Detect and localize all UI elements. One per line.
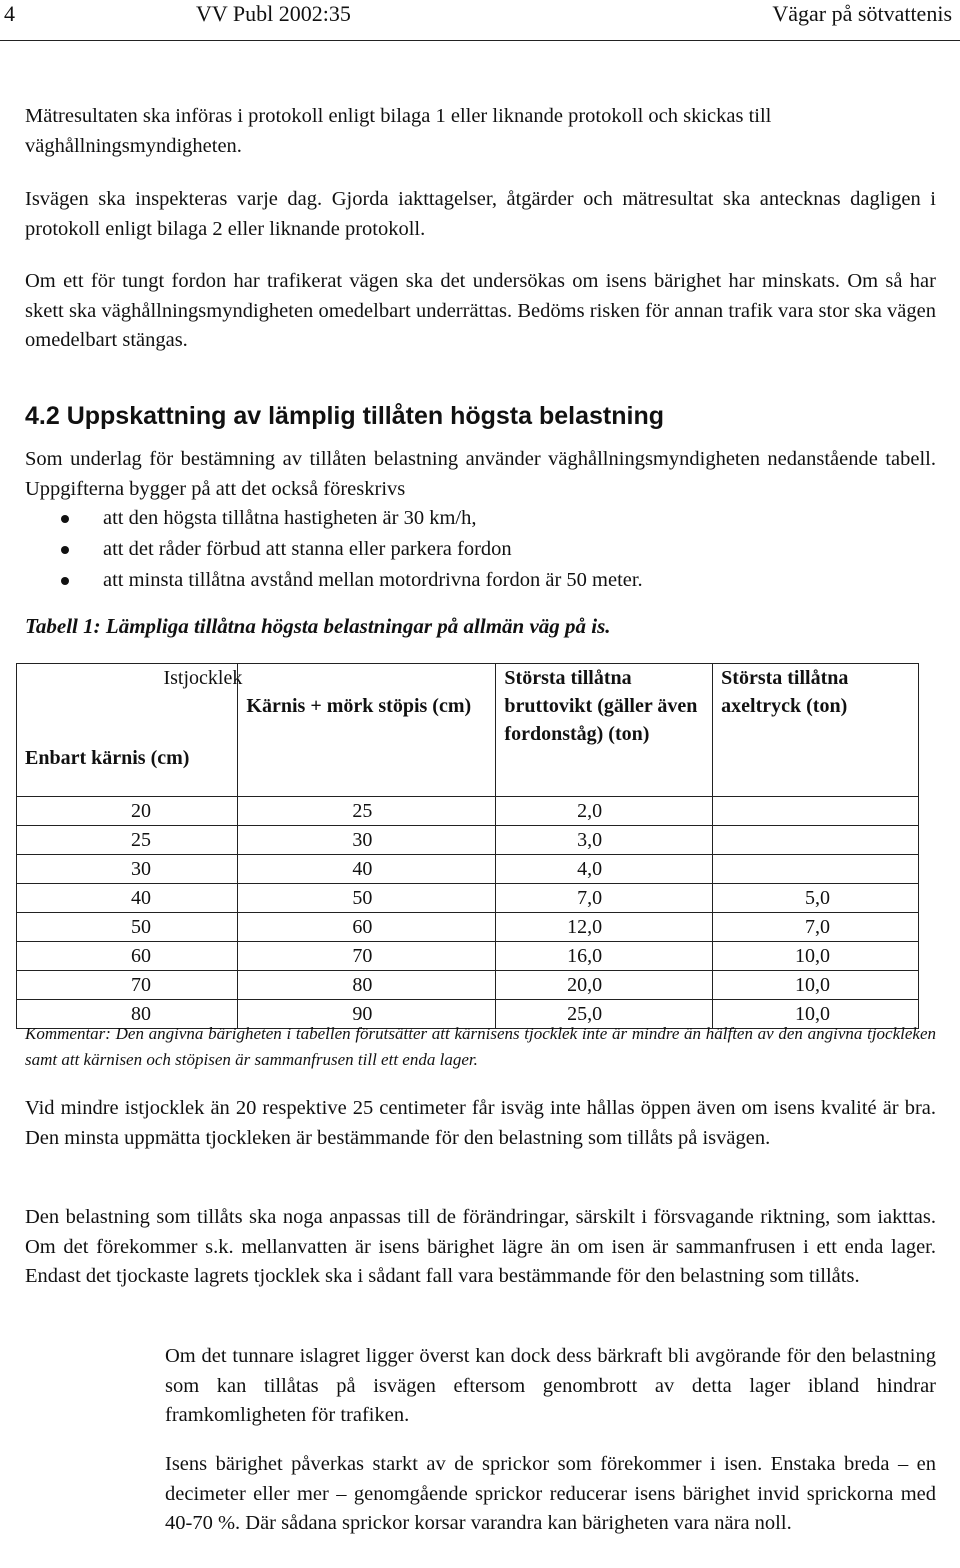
cell-axeltryck: 10,0 bbox=[713, 971, 919, 1000]
paragraph-daily-inspection: Isvägen ska inspekteras varje dag. Gjorda iakttagelser, åtgärder och mätresultat ska antecknas dagligen i protokoll enligt bilaga 2 eller liknande protokoll. bbox=[25, 188, 936, 240]
cell-bruttovikt: 25,0 bbox=[496, 1000, 713, 1029]
document-title: Vägar på sötvattenis bbox=[772, 1, 952, 26]
cell-enbart-karnis: 40 bbox=[17, 884, 238, 913]
bullet-icon bbox=[61, 577, 69, 585]
table-comment: Kommentar: Den angivna bärigheten i tabellen förutsätter att kärnisens tjocklek inte är mindre än hälften av den angivna tjockleken samt att kärnisen och stöpisen är sammanfrusen till ett enda lager. bbox=[25, 1024, 936, 1069]
page-number: 4 bbox=[4, 1, 15, 26]
paragraph-load-adjustment: Den belastning som tillåts ska noga anpassas till de förändringar, särskilt i försvagande riktning, som iakttas. Om det förekommer s.k. mellanvatten är isens bärighet lägre än om isen är sammanfrusen i ett enda lager. Endast det tjockaste lagrets tjocklek ska i sådant fall vara bestämmande för den belastning som tillåts. bbox=[25, 1206, 936, 1287]
list-item: att det råder förbud att stanna eller parkera fordon bbox=[25, 534, 925, 565]
cell-karnis-stopis: 60 bbox=[238, 913, 496, 942]
paragraph-heavy-vehicle: Om ett för tungt fordon har trafikerat vägen ska det undersökas om isens bärighet har minskats. Om så har skett ska väghållningsmyndigheten omedelbart underrättas. Bedöms risken för annan trafik vara stor ska vägen omedelbart stängas. bbox=[25, 270, 936, 351]
cell-enbart-karnis: 70 bbox=[17, 971, 238, 1000]
list-item: att minsta tillåtna avstånd mellan motordrivna fordon är 50 meter. bbox=[25, 565, 925, 596]
cell-axeltryck bbox=[713, 855, 919, 884]
cell-bruttovikt: 20,0 bbox=[496, 971, 713, 1000]
cell-axeltryck: 10,0 bbox=[713, 1000, 919, 1029]
cell-bruttovikt: 4,0 bbox=[496, 855, 713, 884]
table-row bbox=[17, 913, 919, 942]
cell-axeltryck: 5,0 bbox=[713, 884, 919, 913]
cell-bruttovikt: 2,0 bbox=[496, 797, 713, 826]
cell-karnis-stopis: 40 bbox=[238, 855, 496, 884]
cell-karnis-stopis: 30 bbox=[238, 826, 496, 855]
cell-karnis-stopis: 50 bbox=[238, 884, 496, 913]
header-karnis-stopis: Istjocklek Kärnis + mörk stöpis (cm) bbox=[238, 664, 496, 797]
cell-axeltryck bbox=[713, 826, 919, 855]
table-row bbox=[17, 797, 919, 826]
publication-id: VV Publ 2002:35 bbox=[196, 1, 351, 26]
cell-axeltryck bbox=[713, 797, 919, 826]
header-istjocklek: Istjocklek bbox=[163, 667, 243, 689]
cell-enbart-karnis: 50 bbox=[17, 913, 238, 942]
cell-bruttovikt: 12,0 bbox=[496, 913, 713, 942]
cell-enbart-karnis: 25 bbox=[17, 826, 238, 855]
page-header bbox=[0, 0, 960, 41]
cell-axeltryck: 10,0 bbox=[713, 942, 919, 971]
section-heading: 4.2 Uppskattning av lämplig tillåten högsta belastning bbox=[25, 402, 664, 430]
table-caption: Tabell 1: Lämpliga tillåtna högsta belastningar på allmän väg på is. bbox=[25, 614, 611, 638]
cell-bruttovikt: 3,0 bbox=[496, 826, 713, 855]
bullet-icon bbox=[61, 515, 69, 523]
table-row bbox=[17, 971, 919, 1000]
paragraph-thin-layer: Om det tunnare islagret ligger överst kan dock dess bärkraft bli avgörande för den belastning som kan tillåtas på isvägen eftersom genombrott av detta lager ibland hindrar framkomligheten för trafiken. bbox=[165, 1345, 936, 1426]
cell-bruttovikt: 7,0 bbox=[496, 884, 713, 913]
table-row bbox=[17, 826, 919, 855]
cell-enbart-karnis: 60 bbox=[17, 942, 238, 971]
cell-enbart-karnis: 80 bbox=[17, 1000, 238, 1029]
cell-enbart-karnis: 30 bbox=[17, 855, 238, 884]
cell-karnis-stopis: 70 bbox=[238, 942, 496, 971]
bullet-icon bbox=[61, 546, 69, 554]
list-item: att den högsta tillåtna hastigheten är 30 km/h, bbox=[25, 503, 925, 534]
paragraph-cracks: Isens bärighet påverkas starkt av de sprickor som förekommer i isen. Enstaka breda – en decimeter eller mer – genomgående sprickor reducerar isens bärighet invid sprickorna med 40-70 %. Där sådana sprickor korsar varandra kan bärigheten vara nära noll. bbox=[165, 1453, 936, 1534]
table-header-row bbox=[17, 664, 919, 797]
paragraph-minimum-thickness: Vid mindre istjocklek än 20 respektive 25 centimeter får isväg inte hållas öppen även om isens kvalité är bra. Den minsta uppmätta tjockleken är bestämmande för den belastning som tillåts på isvägen. bbox=[25, 1097, 936, 1149]
paragraph-measurement-results: Mätresultaten ska införas i protokoll enligt bilaga 1 eller liknande protokoll och skickas till väghållningsmyndigheten. bbox=[25, 105, 772, 157]
cell-axeltryck: 7,0 bbox=[713, 913, 919, 942]
cell-karnis-stopis: 90 bbox=[238, 1000, 496, 1029]
table-row bbox=[17, 942, 919, 971]
cell-enbart-karnis: 20 bbox=[17, 797, 238, 826]
cell-karnis-stopis: 80 bbox=[238, 971, 496, 1000]
table-row bbox=[17, 855, 919, 884]
cell-karnis-stopis: 25 bbox=[238, 797, 496, 826]
cell-bruttovikt: 16,0 bbox=[496, 942, 713, 971]
table-row bbox=[17, 884, 919, 913]
load-table bbox=[16, 663, 919, 1029]
header-bruttovikt: Största tillåtna bruttovikt (gäller även fordonståg) (ton) bbox=[496, 664, 713, 797]
header-enbart-karnis: Enbart kärnis (cm) bbox=[17, 664, 238, 797]
section-intro: Som underlag för bestämning av tillåten belastning använder väghållningsmyndigheten nedanstående tabell. Uppgifterna bygger på att det också föreskrivs bbox=[25, 448, 936, 500]
conditions-list bbox=[25, 503, 925, 596]
header-axeltryck: Största tillåtna axeltryck (ton) bbox=[713, 664, 919, 797]
